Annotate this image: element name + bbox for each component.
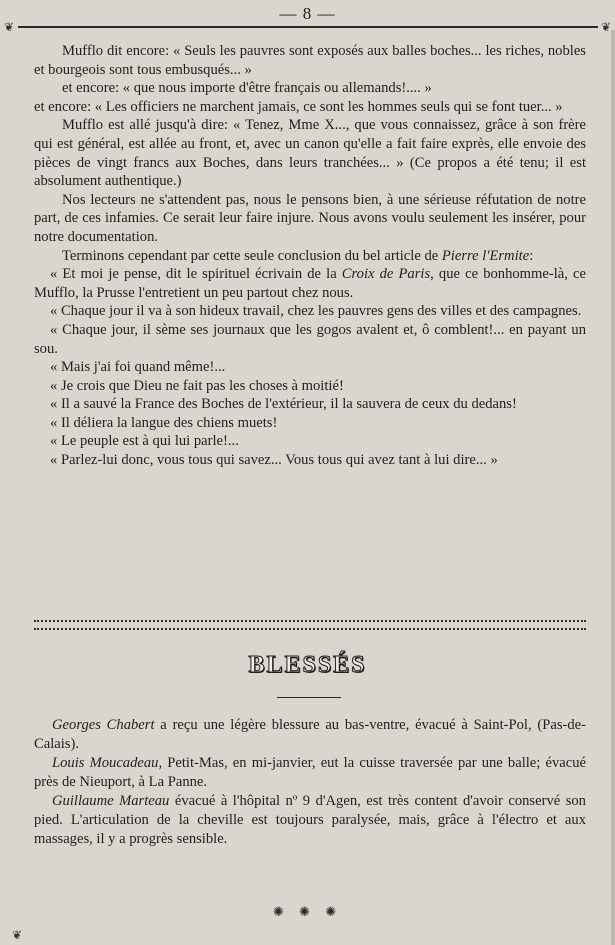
quote-paragraph: « Il a sauvé la France des Boches de l'extérieur, il la sauvera de ceux du dedans! xyxy=(50,396,517,413)
newspaper-name: Croix de Paris xyxy=(341,266,431,283)
text: Terminons cependant par cette seule conclusion du bel article de xyxy=(62,247,442,264)
page-edge-shadow xyxy=(611,30,615,945)
soldier-name: Guillaume Marteau xyxy=(52,793,170,810)
end-ornament: ✺ ✺ ✺ xyxy=(272,904,343,919)
list-item xyxy=(34,754,586,791)
quote-paragraph: « Mais j'ai foi quand même!... xyxy=(50,359,226,376)
quote-paragraph: « Chaque jour, il sème ses journaux que les gogos avalent et, ô comblent!... en payant un sou. xyxy=(34,321,586,357)
section-divider xyxy=(34,620,586,630)
text: , que ce bonhomme-là, ce Mufflo, la Prusse l'entretient un peu partout chez nous. xyxy=(34,266,586,301)
quote-paragraph: « Il déliera la langue des chiens muets! xyxy=(50,414,278,431)
author-name: Pierre l'Ermite xyxy=(441,247,530,264)
quote-paragraph: « Je crois que Dieu ne fait pas les choses à moitié! xyxy=(50,377,344,394)
quote-paragraph: « Parlez-lui donc, vous tous qui savez... Vous tous qui avez tant à lui dire... » xyxy=(50,452,498,469)
top-rule xyxy=(18,26,598,28)
quote-paragraph xyxy=(34,265,586,302)
title-underline xyxy=(277,697,341,698)
blesses-list xyxy=(34,716,586,849)
paragraph: et encore: « Les officiers ne marchent jamais, ce sont les hommes seuls qui se font tuer... » xyxy=(34,98,563,115)
paragraph: Mufflo est allé jusqu'à dire: « Tenez, Mme X..., que vous connaissez, grâce à son frère qui est général, est allée au front, et, avec un canon qu'elle a fait faire exprès, elle envoie des pièces de vingt francs aux Boches, dans leurs tranchées... » (Ce propos a été tenu; il est absolument authentique.) xyxy=(34,117,586,190)
page-number: — 8 — xyxy=(279,4,336,23)
list-item xyxy=(34,716,586,753)
paragraph: et encore: « que nous importe d'être français ou allemands!.... » xyxy=(62,80,432,97)
paragraph xyxy=(34,247,586,266)
entry-text: évacué à l'hôpital nº 9 d'Agen, est très content d'avoir conservé son pied. L'articulation de la cheville est toujours paralysée, mais, grâce à l'électro et aux massages, il y a progrès sensible. xyxy=(34,793,586,847)
text: : xyxy=(529,247,534,264)
entry-text: a reçu une légère blessure au bas-ventre, évacué à Saint-Pol, (Pas-de-Calais). xyxy=(34,717,587,752)
soldier-name: Louis Moucadeau xyxy=(52,755,159,772)
section-title: BLESSÉS xyxy=(248,652,367,678)
quote-paragraph: « Chaque jour il va à son hideux travail, chez les pauvres gens des villes et des campagnes. xyxy=(50,303,582,320)
paragraph: Nos lecteurs ne s'attendent pas, nous le pensons bien, à une sérieuse réfutation de notre part, de ces infamies. Ce serait leur faire injure. Nous avons voulu seulement les insérer, pour notre documentation. xyxy=(34,191,586,245)
corner-mark-top-right: ❦ xyxy=(600,20,611,34)
list-item xyxy=(34,792,586,848)
quote-paragraph: « Le peuple est à qui lui parle!... xyxy=(50,433,239,450)
corner-mark-bottom-left: ❦ xyxy=(12,928,23,942)
soldier-name: Georges Chabert xyxy=(52,717,155,733)
article-body xyxy=(34,42,586,470)
text: « Et moi je pense, dit le spirituel écrivain de la xyxy=(50,266,342,283)
entry-text: , Petit-Mas, en mi-janvier, eut la cuisse traversée par une balle; évacué près de Nieuport, à La Panne. xyxy=(34,755,586,790)
corner-mark-top-left: ❦ xyxy=(4,20,15,34)
paragraph: Mufflo dit encore: « Seuls les pauvres sont exposés aux balles boches... les riches, nobles et bourgeois sont tous embusqués... » xyxy=(34,43,586,78)
